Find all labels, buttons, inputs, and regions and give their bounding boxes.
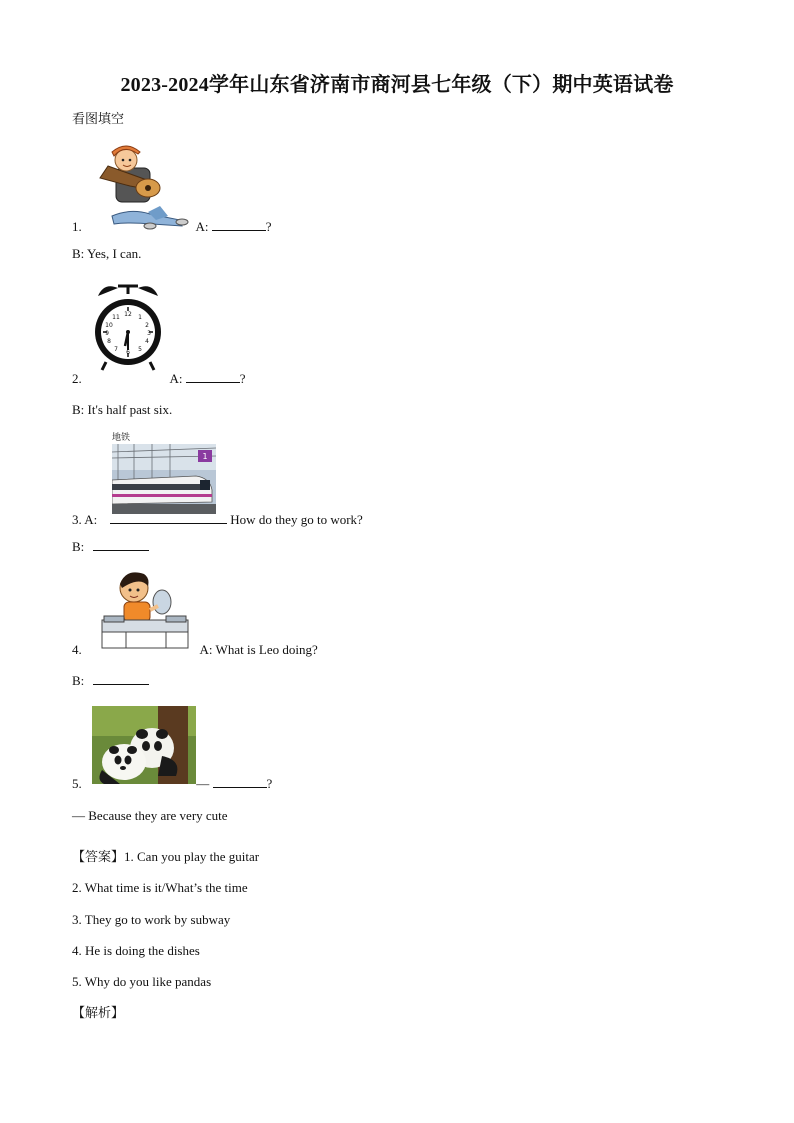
answer-line-1 (72, 849, 259, 865)
svg-text:12: 12 (124, 311, 132, 318)
question-number: 3. A: (72, 512, 98, 527)
reply-4 (72, 672, 149, 689)
answer-item: 3. They go to work by subway (72, 912, 231, 927)
answer-blank[interactable] (186, 370, 240, 383)
boy-playing-guitar-image (90, 138, 190, 230)
prompt-dash: — (196, 776, 213, 791)
question-mark: ? (239, 371, 246, 386)
analysis-label: 【解析】 (72, 1005, 125, 1020)
question-1 (72, 218, 272, 235)
svg-text:1: 1 (138, 314, 142, 321)
prompt-speaker: A: (195, 219, 212, 234)
answer-blank[interactable] (93, 538, 149, 551)
question-mark: ? (265, 219, 272, 234)
answer-item: 5. Why do you like pandas (72, 974, 212, 989)
svg-text:2: 2 (145, 322, 149, 329)
two-pandas-image (92, 706, 196, 784)
svg-text:11: 11 (112, 314, 120, 321)
question-4 (72, 642, 318, 658)
question-number: 4. (72, 642, 82, 657)
svg-text:8: 8 (107, 338, 111, 345)
answer-item: 1. Can you play the guitar (124, 849, 260, 864)
boy-washing-dishes-image (100, 566, 190, 650)
subway-line-badge: 1 (202, 452, 208, 461)
question-number: 1. (72, 219, 82, 234)
question-5 (72, 775, 272, 792)
question-number: 5. (72, 776, 82, 791)
question-text: A: What is Leo doing? (199, 642, 318, 657)
reply-5: — Because they are very cute (72, 808, 228, 823)
reply-3 (72, 538, 149, 555)
svg-text:9: 9 (105, 330, 109, 337)
answer-item: 4. He is doing the dishes (72, 943, 200, 958)
page-title: 2023-2024学年山东省济南市商河县七年级（下）期中英语试卷 (120, 74, 674, 96)
svg-text:3: 3 (147, 330, 151, 337)
section-label: 看图填空 (72, 111, 125, 126)
svg-text:4: 4 (145, 338, 149, 345)
question-text: How do they go to work? (230, 512, 363, 527)
question-number: 2. (72, 371, 82, 386)
reply-1: B: Yes, I can. (72, 246, 142, 261)
answer-item: 2. What time is it/What’s the time (72, 880, 248, 895)
alarm-clock-image (92, 280, 164, 372)
answer-blank[interactable] (212, 218, 266, 231)
reply-2: B: It's half past six. (72, 402, 173, 417)
svg-text:7: 7 (114, 346, 118, 353)
svg-text:5: 5 (138, 346, 142, 353)
question-2 (72, 370, 246, 387)
subway-train-image (112, 444, 216, 514)
answer-blank[interactable] (93, 672, 149, 685)
svg-text:6: 6 (126, 349, 130, 356)
svg-text:10: 10 (105, 322, 113, 329)
subway-caption: 地铁 (112, 433, 131, 443)
answer-blank[interactable] (213, 775, 267, 788)
question-mark: ? (266, 776, 273, 791)
answer-blank[interactable] (110, 511, 227, 524)
question-3 (72, 511, 363, 528)
reply-speaker: B: (72, 673, 88, 688)
reply-speaker: B: (72, 539, 88, 554)
prompt-speaker: A: (169, 371, 186, 386)
answer-label: 【答案】 (72, 849, 125, 864)
